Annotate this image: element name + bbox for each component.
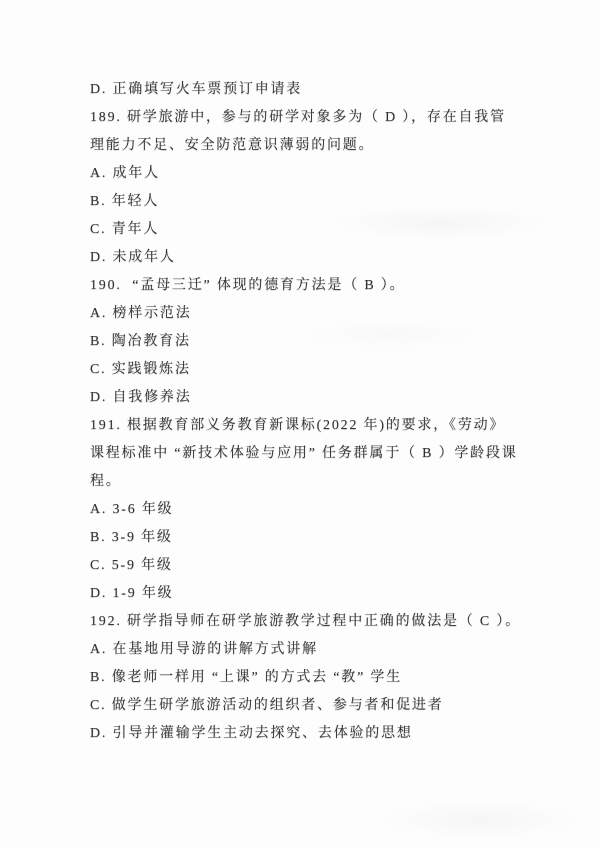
question-192-stem-line-1: 192. 研学指导师在研学旅游教学过程中正确的做法是（ C ）。	[90, 614, 521, 629]
question-189-stem-line-2: 理能力不足、安全防范意识薄弱的问题。	[90, 138, 375, 153]
question-192-option-d: D. 引导并灌输学生主动去探究、去体验的思想	[90, 726, 413, 741]
question-190-stem-line-1: 190. “孟母三迁” 体现的德育方法是（ B ）。	[90, 278, 406, 293]
question-189-option-d: D. 未成年人	[90, 250, 176, 265]
question-189-option-a: A. 成年人	[90, 166, 160, 181]
question-191-option-d: D. 1-9 年级	[90, 586, 174, 601]
question-191-stem-line-3: 程。	[90, 474, 122, 489]
question-189-option-b: B. 年轻人	[90, 194, 160, 209]
question-text-block	[90, 76, 552, 748]
question-191-option-a: A. 3-6 年级	[90, 502, 174, 517]
question-190-option-c: C. 实践锻炼法	[90, 362, 191, 377]
question-190-option-a: A. 榜样示范法	[90, 306, 192, 321]
question-192-option-a: A. 在基地用导游的讲解方式讲解	[90, 642, 318, 657]
question-191-stem-line-2: 课程标准中 “新技术体验与应用” 任务群属于（ B ）学龄段课	[90, 446, 518, 461]
question-190-option-b: B. 陶冶教育法	[90, 334, 191, 349]
question-191-stem-line-1: 191. 根据教育部义务教育新课标(2022 年)的要求，《劳动》	[90, 418, 506, 433]
question-190-option-d: D. 自我修养法	[90, 390, 192, 405]
question-191-option-c: C. 5-9 年级	[90, 558, 173, 573]
prev-question-option-d: D. 正确填写火车票预订申请表	[90, 82, 303, 97]
question-189-option-c: C. 青年人	[90, 222, 160, 237]
question-189-stem-line-1: 189. 研学旅游中，参与的研学对象多为（ D ），存在自我管	[90, 110, 506, 125]
question-192-option-c: C. 做学生研学旅游活动的组织者、参与者和促进者	[90, 698, 444, 713]
question-192-option-b: B. 像老师一样用 “上课” 的方式去 “教” 学生	[90, 670, 402, 685]
question-191-option-b: B. 3-9 年级	[90, 530, 173, 545]
scan-artifact	[380, 800, 580, 840]
